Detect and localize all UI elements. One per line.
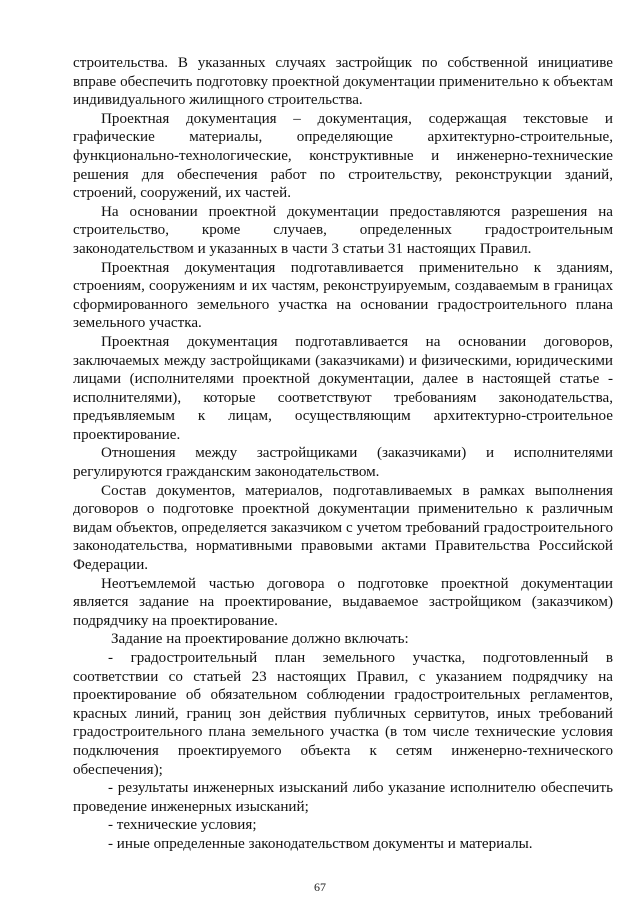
list-item-urban-plan: - градостроительный план земельного участка, подготовленный в соответствии со статьей 23 настоящих Правил, с указанием подрядчику на проектирование об обязательном соблюдении градостроительных регламентов, красных линий, границ зон действия публичных сервитутов, иных требований градостроительного плана земельного участка (в том числе технические условия подключения проектируемого объекта к сетям инженерно-технического обеспечения); [73,650,613,778]
document-page [73,54,613,854]
paragraph-construction-permits: На основании проектной документации предоставляются разрешения на строительство, кроме случаев, определенных градостроительным законодательством и указанных в части 3 статьи 31 настоящих Правил. [73,203,613,257]
page-number: 67 [314,880,326,894]
paragraph-civil-law: Отношения между застройщиками (заказчиками) и исполнителями регулируются гражданским законодательством. [73,445,613,481]
paragraph-contracts: Проектная документация подготавливается на основании договоров, заключаемых между застройщиками (заказчиками) и физическими, юридическими лицами (исполнителями проектной документации, далее в настоящей статье - исполнителями), которые соответствуют требованиям законодательства, предъявляемым к лицам, осуществляющим архитектурно-строительное проектирование. [73,333,613,443]
list-item-technical-conditions: - технические условия; [108,817,257,834]
paragraph-documentation-scope: Проектная документация подготавливается применительно к зданиям, строениям, сооружениям и их частям, реконструируемым, создаваемым в границах сформированного земельного участка на основании градостроительного плана земельного участка. [73,259,613,332]
paragraph-project-documentation-definition: Проектная документация – документация, содержащая текстовые и графические материалы, определяющие архитектурно-строительные, функционально-технологические, конструктивные и инженерно-технические решения для обеспечения работ по строительству, реконструкции зданий, строений, сооружений, их частей. [73,110,613,202]
list-item-other-documents: - иные определенные законодательством документы и материалы. [108,835,533,852]
paragraph-assignment-contents-intro: Задание на проектирование должно включать: [111,631,409,648]
paragraph-document-composition: Состав документов, материалов, подготавливаемых в рамках выполнения договоров о подготовке проектной документации применительно к различным видам объектов, определяется заказчиком с учетом требований градостроительного законодательства, нормативными правовыми актами Правительства Российской Федерации. [73,482,613,574]
paragraph-construction-continuation: строительства. В указанных случаях застройщик по собственной инициативе вправе обеспечить подготовку проектной документации применительно к объектам индивидуального жилищного строительства. [73,55,613,109]
paragraph-design-assignment: Неотъемлемой частью договора о подготовке проектной документации является задание на проектирование, выдаваемое застройщиком (заказчиком) подрядчику на проектирование. [73,575,613,629]
list-item-engineering-surveys: - результаты инженерных изысканий либо указание исполнителю обеспечить проведение инженерных изысканий; [73,780,613,815]
